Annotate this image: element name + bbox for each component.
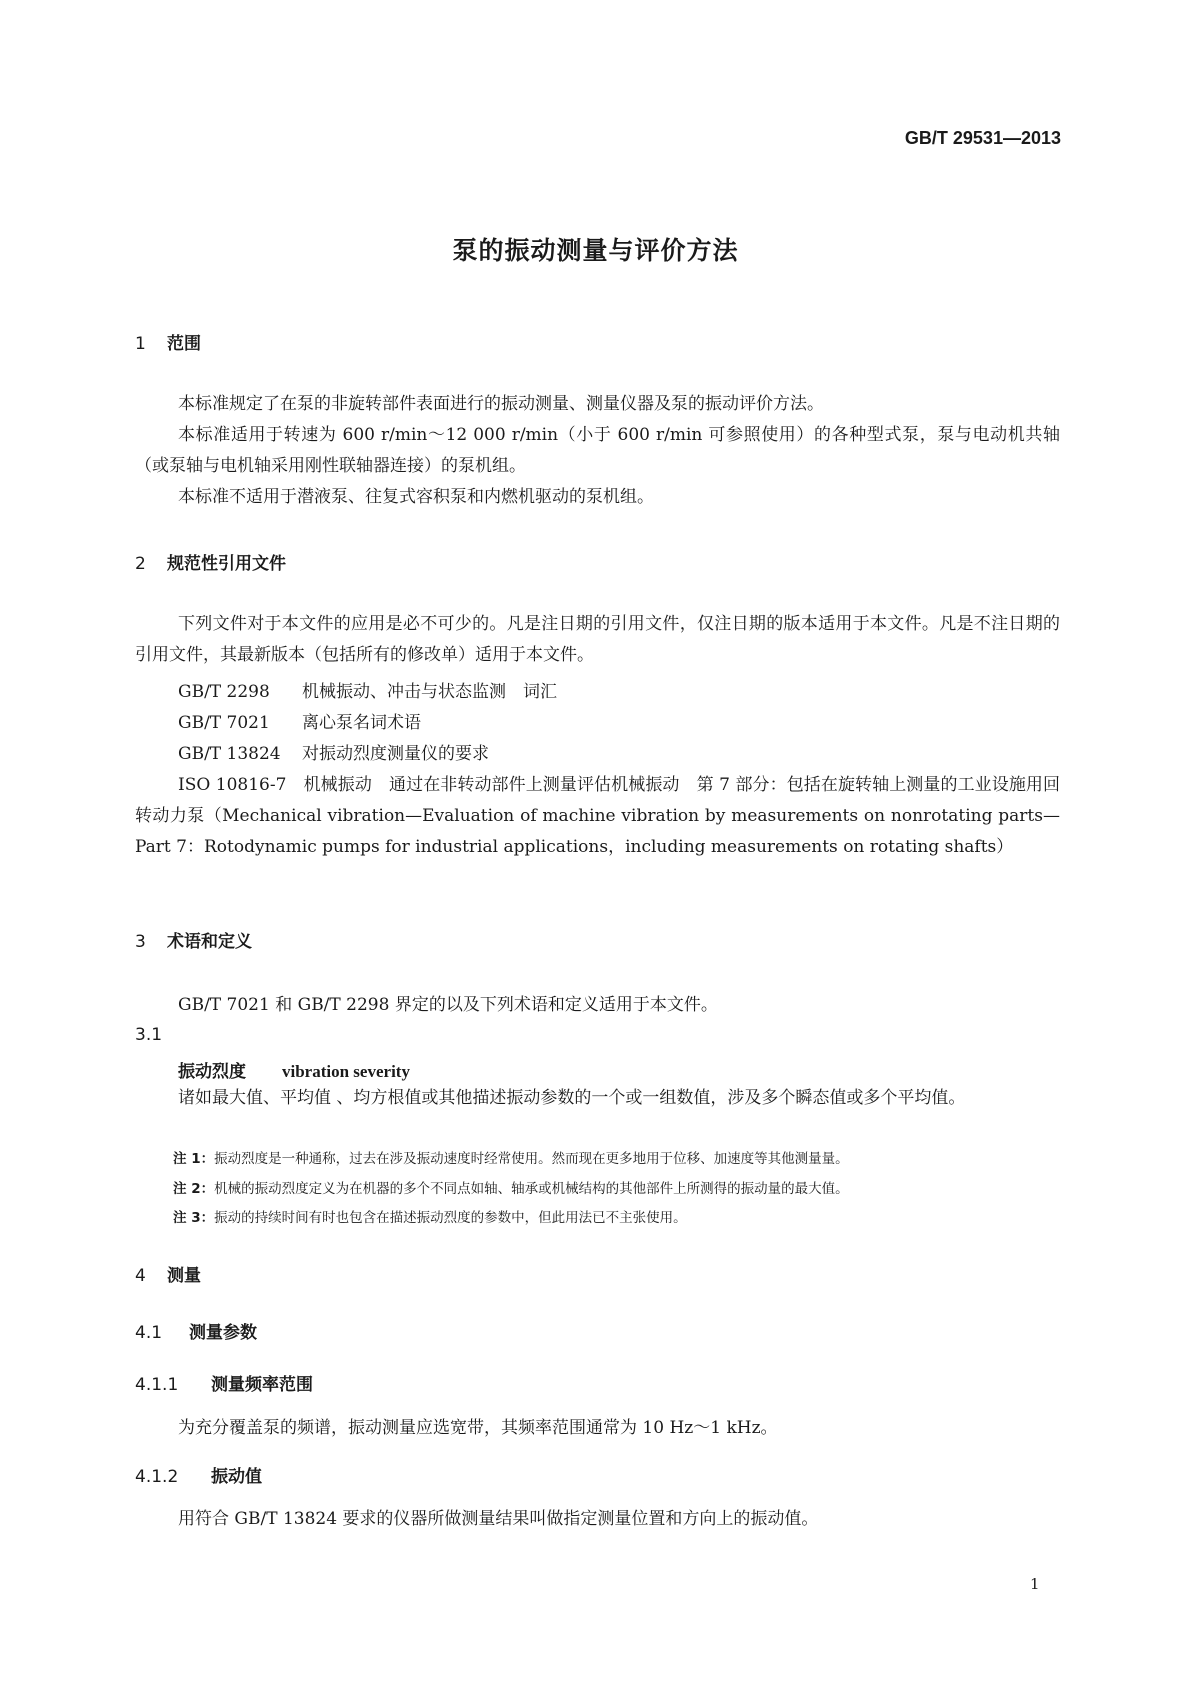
- reference-item: [178, 739, 489, 764]
- note: [173, 1147, 849, 1167]
- reference-title: 机械振动、冲击与状态监测 词汇: [302, 682, 557, 702]
- section-number: 4.1.2: [135, 1467, 179, 1487]
- note: [173, 1177, 849, 1197]
- document-title: 泵的振动测量与评价方法: [452, 236, 739, 265]
- paragraph: GB/T 7021 和 GB/T 2298 界定的以及下列术语和定义适用于本文件。: [178, 995, 718, 1015]
- section-title: 测量频率范围: [211, 1375, 313, 1395]
- term-definition: 诸如最大值、平均值 、均方根值或其他描述振动参数的一个或一组数值，涉及多个瞬态值或多个平均值。: [178, 1088, 966, 1108]
- reference-item: [178, 677, 557, 702]
- term-english: vibration severity: [282, 1062, 410, 1081]
- paragraph: 下列文件对于本文件的应用是必不可少的。凡是注日期的引用文件，仅注日期的版本适用于本文件。凡是不注日期的引用文件，其最新版本（包括所有的修改单）适用于本文件。: [135, 614, 1060, 665]
- section-title: 振动值: [211, 1467, 262, 1487]
- paragraph: 本标准适用于转速为 600 r/min～12 000 r/min（小于 600 r/min 可参照使用）的各种型式泵，泵与电动机共轴（或泵轴与电机轴采用刚性联轴器连接）的泵机组。: [135, 425, 1060, 476]
- paragraph: 用符合 GB/T 13824 要求的仪器所做测量结果叫做指定测量位置和方向上的振动值。: [178, 1509, 819, 1529]
- section-title: 术语和定义: [167, 932, 252, 952]
- reference-title: 离心泵名词术语: [302, 713, 421, 733]
- section-title: 测量参数: [189, 1323, 257, 1343]
- subsection-4-1-heading: [135, 1318, 257, 1343]
- note-text: 振动的持续时间有时也包含在描述振动烈度的参数中，但此用法已不主张使用。: [214, 1210, 687, 1226]
- reference-title: 对振动烈度测量仪的要求: [302, 744, 489, 764]
- section-4-heading: [135, 1261, 201, 1286]
- section-2-heading: [135, 549, 286, 574]
- term-chinese: 振动烈度: [178, 1062, 246, 1082]
- note: [173, 1206, 687, 1226]
- paragraph: 为充分覆盖泵的频谱，振动测量应选宽带，其频率范围通常为 10 Hz～1 kHz。: [178, 1418, 778, 1438]
- section-number: 4.1.1: [135, 1375, 179, 1395]
- section-title: 范围: [167, 334, 201, 354]
- term-number: 3.1: [135, 1025, 163, 1045]
- note-text: 振动烈度是一种通称，过去在涉及振动速度时经常使用。然而现在更多地用于位移、加速度等其他测量量。: [214, 1151, 849, 1167]
- note-label: 注 2：: [173, 1181, 215, 1197]
- note-label: 注 3：: [173, 1210, 215, 1226]
- section-number: 4.1: [135, 1323, 163, 1343]
- section-number: 2: [135, 554, 146, 574]
- section-number: 1: [135, 334, 146, 354]
- paragraph: 本标准规定了在泵的非旋转部件表面进行的振动测量、测量仪器及泵的振动评价方法。: [178, 394, 824, 414]
- note-label: 注 1：: [173, 1151, 215, 1167]
- section-title: 测量: [167, 1266, 201, 1286]
- subsection-4-1-1-heading: [135, 1370, 313, 1395]
- section-3-heading: [135, 927, 252, 952]
- section-number: 3: [135, 932, 146, 952]
- page-number: 1: [1030, 1575, 1040, 1593]
- iso-reference: ISO 10816-7 机械振动 通过在非转动部件上测量评估机械振动 第 7 部分：包括在旋转轴上测量的工业设施用回转动力泵（Mechanical vibration—Evaluation of machine vibration by measurements on nonrotating parts—Part 7：Rotodynamic pumps for industrial applications，including measurements on rotating shafts）: [135, 775, 1060, 857]
- section-1-heading: [135, 329, 201, 354]
- reference-code: GB/T 2298: [178, 682, 270, 702]
- reference-code: GB/T 13824: [178, 744, 281, 764]
- term-entry: [178, 1057, 410, 1082]
- paragraph: 本标准不适用于潜液泵、往复式容积泵和内燃机驱动的泵机组。: [178, 487, 654, 507]
- standard-number: GB/T 29531—2013: [904, 128, 1061, 148]
- reference-code: GB/T 7021: [178, 713, 270, 733]
- note-text: 机械的振动烈度定义为在机器的多个不同点如轴、轴承或机械结构的其他部件上所测得的振动量的最大值。: [214, 1181, 849, 1197]
- section-title: 规范性引用文件: [167, 554, 286, 574]
- subsection-4-1-2-heading: [135, 1462, 262, 1487]
- reference-item: [178, 708, 421, 733]
- section-number: 4: [135, 1266, 146, 1286]
